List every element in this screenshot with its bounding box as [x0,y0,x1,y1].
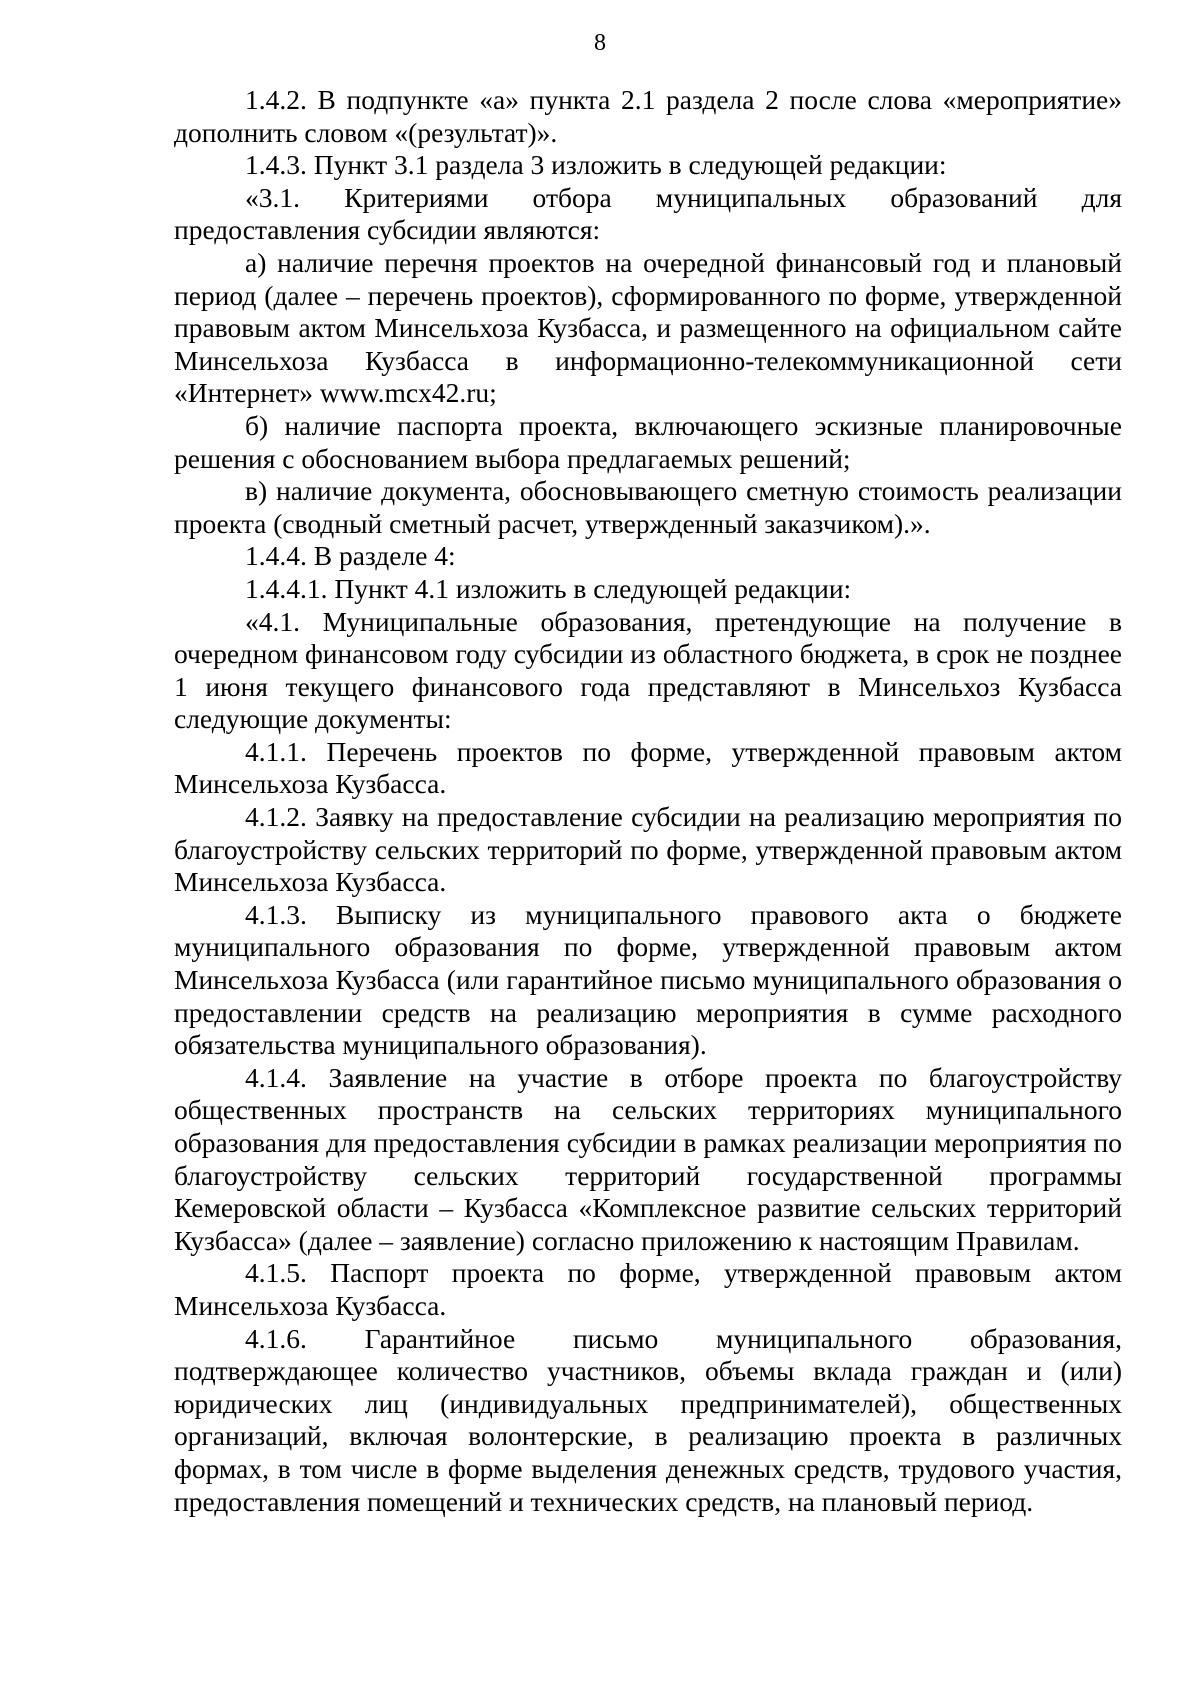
paragraph-4-1: «4.1. Муниципальные образования, претендующие на получение в очередном финансовом году субсидии из областного бюджета, в срок не позднее 1 июня текущего финансового года представляют в Минсельхоз Кузбасса следующие документы: [174,605,1122,735]
paragraph-4-1-1: 4.1.1. Перечень проектов по форме, утвержденной правовым актом Минсельхоза Кузбасса. [174,735,1122,800]
paragraph-3-1-v: в) наличие документа, обосновывающего сметную стоимость реализации проекта (сводный сметный расчет, утвержденный заказчиком).». [174,475,1122,539]
paragraph-1-4-4: 1.4.4. В разделе 4: [245,540,456,572]
paragraph-3-1: «3.1. Критериями отбора муниципальных образований для предоставления субсидии являются: [174,181,1122,246]
document-body [174,84,1122,1518]
paragraph-1-4-2: 1.4.2. В подпункте «а» пункта 2.1 раздела 2 после слова «мероприятие» дополнить словом «(результат)». [174,84,1122,148]
page-number: 8 [594,30,606,56]
paragraph-1-4-3: 1.4.3. Пункт 3.1 раздела 3 изложить в следующей редакции: [245,149,947,181]
paragraph-4-1-4: 4.1.4. Заявление на участие в отборе проекта по благоустройству общественных пространств на сельских территориях муниципального образования для предоставления субсидии в рамках реализации мероприятия по благоустройству сельских территорий государственной программы Кемеровской области – Кузбасса «Комплексное развитие сельских территорий Кузбасса» (далее – заявление) согласно приложению к настоящим Правилам. [174,1061,1122,1256]
paragraph-4-1-5: 4.1.5. Паспорт проекта по форме, утвержденной правовым актом Минсельхоза Кузбасса. [174,1257,1122,1321]
paragraph-4-1-2: 4.1.2. Заявку на предоставление субсидии на реализацию мероприятия по благоустройству сельских территорий по форме, утвержденной правовым актом Минсельхоза Кузбасса. [174,801,1122,898]
paragraph-3-1-a: а) наличие перечня проектов на очередной финансовый год и плановый период (далее – перечень проектов), сформированного по форме, утвержденной правовым актом Минсельхоза Кузбасса, и размещенного на официальном сайте Минсельхоза Кузбасса в информационно-телекоммуникационной сети «Интернет» www.mcx42.ru; [174,246,1122,409]
paragraph-4-1-3: 4.1.3. Выписку из муниципального правового акта о бюджете муниципального образования по форме, утвержденной правовым актом Минсельхоза Кузбасса (или гарантийное письмо муниципального образования о предоставлении средств на реализацию мероприятия в сумме расходного обязательства муниципального образования). [174,898,1122,1061]
paragraph-4-1-6: 4.1.6. Гарантийное письмо муниципального образования, подтверждающее количество участников, объемы вклада граждан и (или) юридических лиц (индивидуальных предпринимателей), общественных организаций, включая волонтерские, в реализацию проекта в различных формах, в том числе в форме выделения денежных средств, трудового участия, предоставления помещений и технических средств, на плановый период. [174,1322,1122,1517]
paragraph-3-1-b: б) наличие паспорта проекта, включающего эскизные планировочные решения с обоснованием выбора предлагаемых решений; [174,409,1122,474]
paragraph-1-4-4-1: 1.4.4.1. Пункт 4.1 изложить в следующей редакции: [245,572,852,604]
